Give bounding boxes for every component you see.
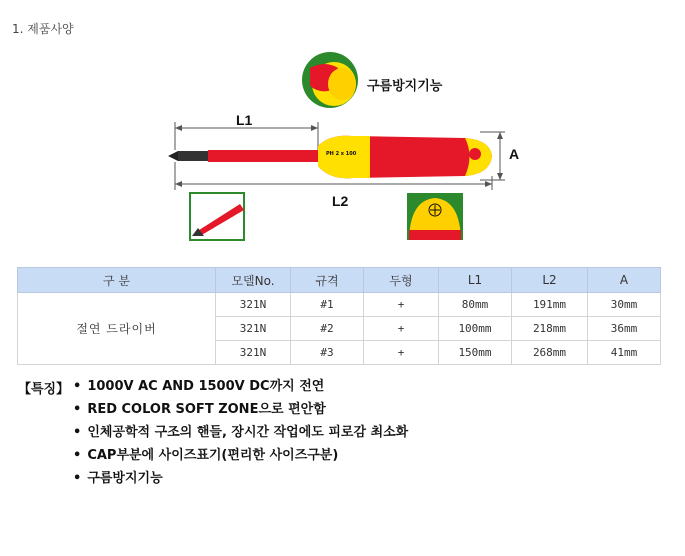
screwdriver-drawing	[160, 50, 530, 250]
section-title: 1. 제품사양	[12, 22, 74, 36]
product-illustration	[160, 50, 530, 250]
spec-cell: #2	[291, 317, 364, 341]
l2-cell: 268mm	[512, 341, 588, 365]
antislip-detail-image	[302, 52, 358, 108]
cap-detail-image	[407, 193, 463, 240]
a-cell: 30mm	[588, 293, 661, 317]
tip-detail-image	[190, 193, 244, 240]
a-cell: 36mm	[588, 317, 661, 341]
product-name-cell: 절연 드라이버	[18, 293, 216, 365]
a-cell: 41mm	[588, 341, 661, 365]
model-cell: 321N	[216, 317, 291, 341]
l2-cell: 218mm	[512, 317, 588, 341]
model-cell: 321N	[216, 293, 291, 317]
dimension-l2-label: L2	[332, 193, 349, 209]
features-list	[73, 378, 408, 493]
spec-cell: #3	[291, 341, 364, 365]
head-type-cell: +	[364, 341, 439, 365]
header-a: A	[588, 268, 661, 293]
feature-item: • 인체공학적 구조의 핸들, 장시간 작업에도 피로감 최소화	[73, 424, 408, 447]
header-l1: L1	[439, 268, 512, 293]
dimension-l1-label: L1	[236, 112, 253, 128]
antislip-label: 구름방지기능	[367, 79, 443, 94]
l1-cell: 80mm	[439, 293, 512, 317]
feature-item: • CAP부분에 사이즈표기(편리한 사이즈구분)	[73, 447, 408, 470]
feature-item: • 1000V AC AND 1500V DC까지 전연	[73, 378, 408, 401]
handle-print: PH 2 x 100	[326, 151, 357, 157]
table-header-row	[18, 268, 661, 293]
spec-cell: #1	[291, 293, 364, 317]
l1-cell: 150mm	[439, 341, 512, 365]
spec-table	[17, 267, 661, 365]
head-type-cell: +	[364, 293, 439, 317]
features-label: 【특징】	[18, 382, 70, 397]
head-type-cell: +	[364, 317, 439, 341]
table-row	[18, 293, 661, 317]
header-spec: 규격	[291, 268, 364, 293]
header-head-type: 두형	[364, 268, 439, 293]
feature-item: • 구름방지기능	[73, 470, 408, 493]
header-model: 모델No.	[216, 268, 291, 293]
l2-cell: 191mm	[512, 293, 588, 317]
header-l2: L2	[512, 268, 588, 293]
model-cell: 321N	[216, 341, 291, 365]
dimension-a-label: A	[509, 146, 520, 162]
header-category: 구 분	[18, 268, 216, 293]
feature-item: • RED COLOR SOFT ZONE으로 편안함	[73, 401, 408, 424]
l1-cell: 100mm	[439, 317, 512, 341]
